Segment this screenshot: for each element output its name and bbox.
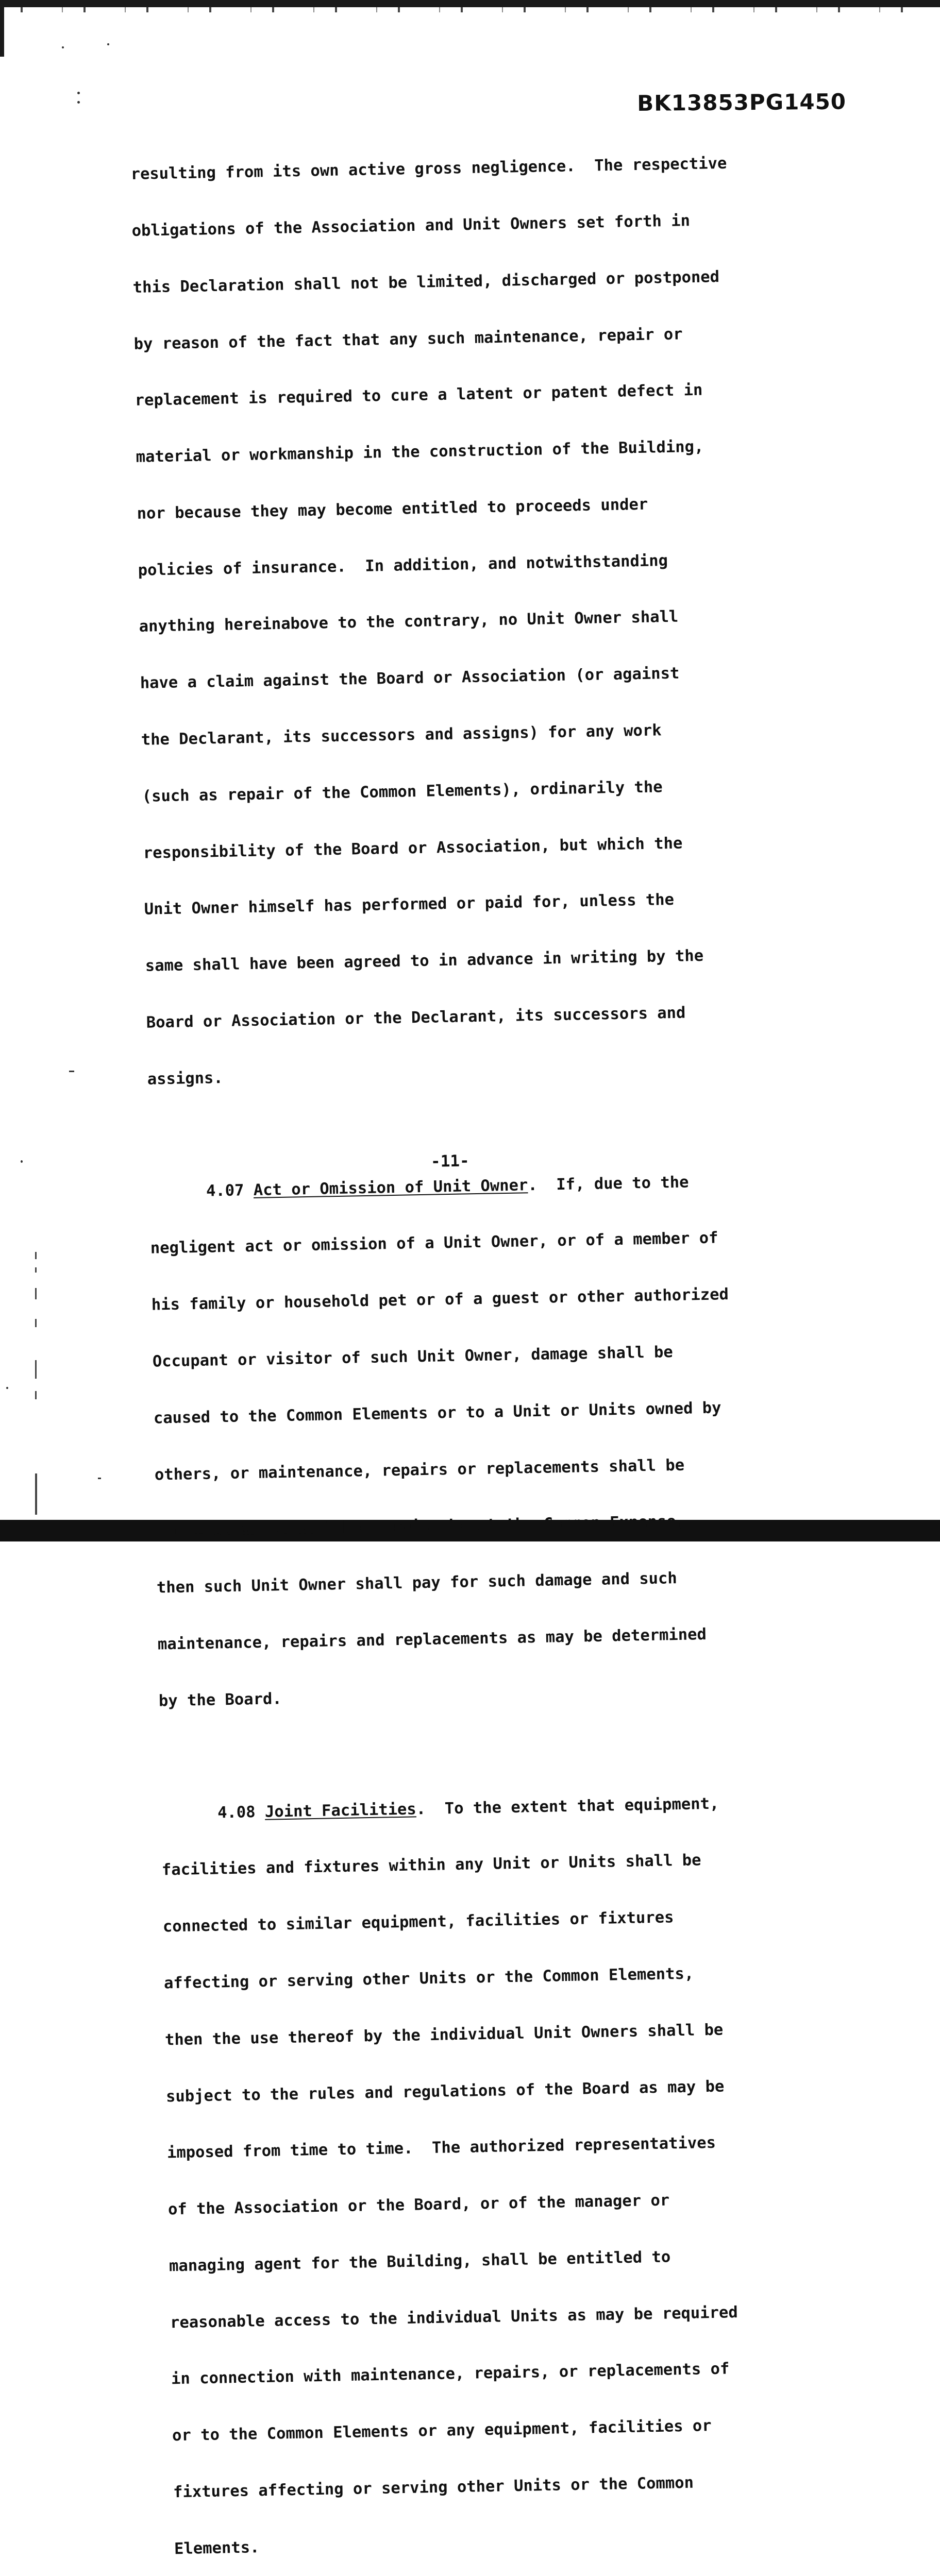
text-line: policies of insurance. In addition, and notwithstanding	[138, 551, 668, 580]
section-heading: Joint Facilities	[264, 1800, 417, 1821]
section-4-07	[148, 1132, 901, 1749]
section-number: 4.08	[217, 1803, 256, 1822]
scan-speck	[21, 1160, 23, 1163]
section-heading: Act or Omission of Unit Owner	[253, 1176, 528, 1199]
text-line: others, or maintenance, repairs or replacements shall be	[154, 1456, 685, 1484]
text-line: subject to the rules and regulations of the Board as may be	[165, 2077, 725, 2106]
text-line: resulting from its own active gross negligence. The respective	[130, 154, 727, 184]
text-fragment: . To the extent that equipment,	[416, 1794, 719, 1819]
text-line: his family or household pet or of a guest or other authorized	[151, 1285, 729, 1314]
scan-speck	[77, 92, 80, 94]
text-line: maintenance, repairs and replacements as may be determined	[157, 1625, 707, 1654]
margin-mark	[35, 1267, 37, 1273]
paragraph-continuation	[130, 114, 890, 1127]
text-line: Unit Owner himself has performed or paid for, unless the	[144, 891, 675, 919]
text-line: imposed from time to time. The authorized representatives	[166, 2134, 716, 2162]
margin-mark	[35, 1319, 37, 1327]
text-line: or to the Common Elements or any equipment, facilities or	[172, 2417, 712, 2445]
text-line: then the use thereof by the individual Unit Owners shall be	[164, 2021, 724, 2049]
text-line: caused to the Common Elements or to a Unit or Units owned by	[153, 1399, 721, 1428]
section-heading-line	[149, 1170, 892, 1202]
text-line: then such Unit Owner shall pay for such damage and such	[156, 1569, 678, 1597]
text-line: have a claim against the Board or Association (or against	[140, 664, 680, 693]
scan-speck	[107, 43, 109, 45]
text-line: obligations of the Association and Unit Owners set forth in	[131, 212, 691, 240]
section-4-08	[160, 1754, 917, 2576]
text-line: by the Board.	[158, 1689, 282, 1710]
margin-mark	[35, 1391, 37, 1399]
scan-top-noise	[0, 7, 940, 12]
text-line: Board or Association or the Declarant, its successors and	[146, 1004, 686, 1032]
text-line: affecting or serving other Units or the Common Elements,	[163, 1964, 694, 1993]
text-line: required which would otherwise be at the Common Expense,	[155, 1513, 686, 1540]
section-heading-line	[161, 1791, 903, 1824]
margin-mark	[35, 1360, 37, 1379]
text-line: responsibility of the Board or Association, but which the	[143, 834, 683, 862]
text-line: material or workmanship in the construction of the Building,	[136, 437, 704, 466]
scan-speck	[6, 1387, 8, 1389]
text-line: in connection with maintenance, repairs, or replacements of	[171, 2360, 730, 2388]
document-body	[130, 114, 929, 2576]
text-line: managing agent for the Building, shall be entitled to	[169, 2248, 671, 2276]
scan-left-edge	[0, 0, 4, 57]
text-line: by reason of the fact that any such maintenance, repair or	[133, 325, 683, 353]
text-line: the Declarant, its successors and assigns) for any work	[141, 721, 662, 749]
scan-speck	[69, 1071, 74, 1072]
text-line: negligent act or omission of a Unit Owner, or of a member of	[150, 1229, 718, 1258]
scan-speck	[77, 101, 80, 104]
text-line: assigns.	[147, 1069, 224, 1089]
text-line: same shall have been agreed to in advance in writing by the	[145, 947, 704, 975]
margin-mark	[35, 1252, 37, 1259]
text-line: anything hereinabove to the contrary, no Unit Owner shall	[139, 608, 679, 636]
text-line: reasonable access to the individual Units as may be required	[170, 2303, 738, 2332]
margin-mark	[35, 1473, 37, 1515]
page-number: -11-	[430, 1151, 469, 1171]
text-line: Occupant or visitor of such Unit Owner, damage shall be	[152, 1343, 674, 1371]
book-page-code: BK13853PG1450	[637, 89, 847, 116]
text-line: this Declaration shall not be limited, discharged or postponed	[132, 267, 720, 297]
text-fragment: . If, due to the	[527, 1173, 689, 1194]
text-line: replacement is required to cure a latent or patent defect in	[135, 381, 703, 410]
text-line: Elements.	[174, 2538, 260, 2558]
text-line: facilities and fixtures within any Unit or Units shall be	[161, 1851, 701, 1879]
text-line: connected to similar equipment, facilities or fixtures	[162, 1908, 674, 1936]
text-line: nor because they may become entitled to proceeds under	[137, 495, 648, 523]
section-number: 4.07	[206, 1181, 244, 1200]
text-line: of the Association or the Board, or of the manager or	[167, 2191, 670, 2219]
scan-speck	[62, 46, 64, 48]
scan-speck	[98, 1478, 101, 1479]
margin-mark	[35, 1288, 37, 1299]
scan-top-edge	[0, 0, 940, 7]
text-line: fixtures affecting or serving other Units or the Common	[173, 2473, 694, 2502]
text-line: (such as repair of the Common Elements), ordinarily the	[142, 778, 663, 806]
